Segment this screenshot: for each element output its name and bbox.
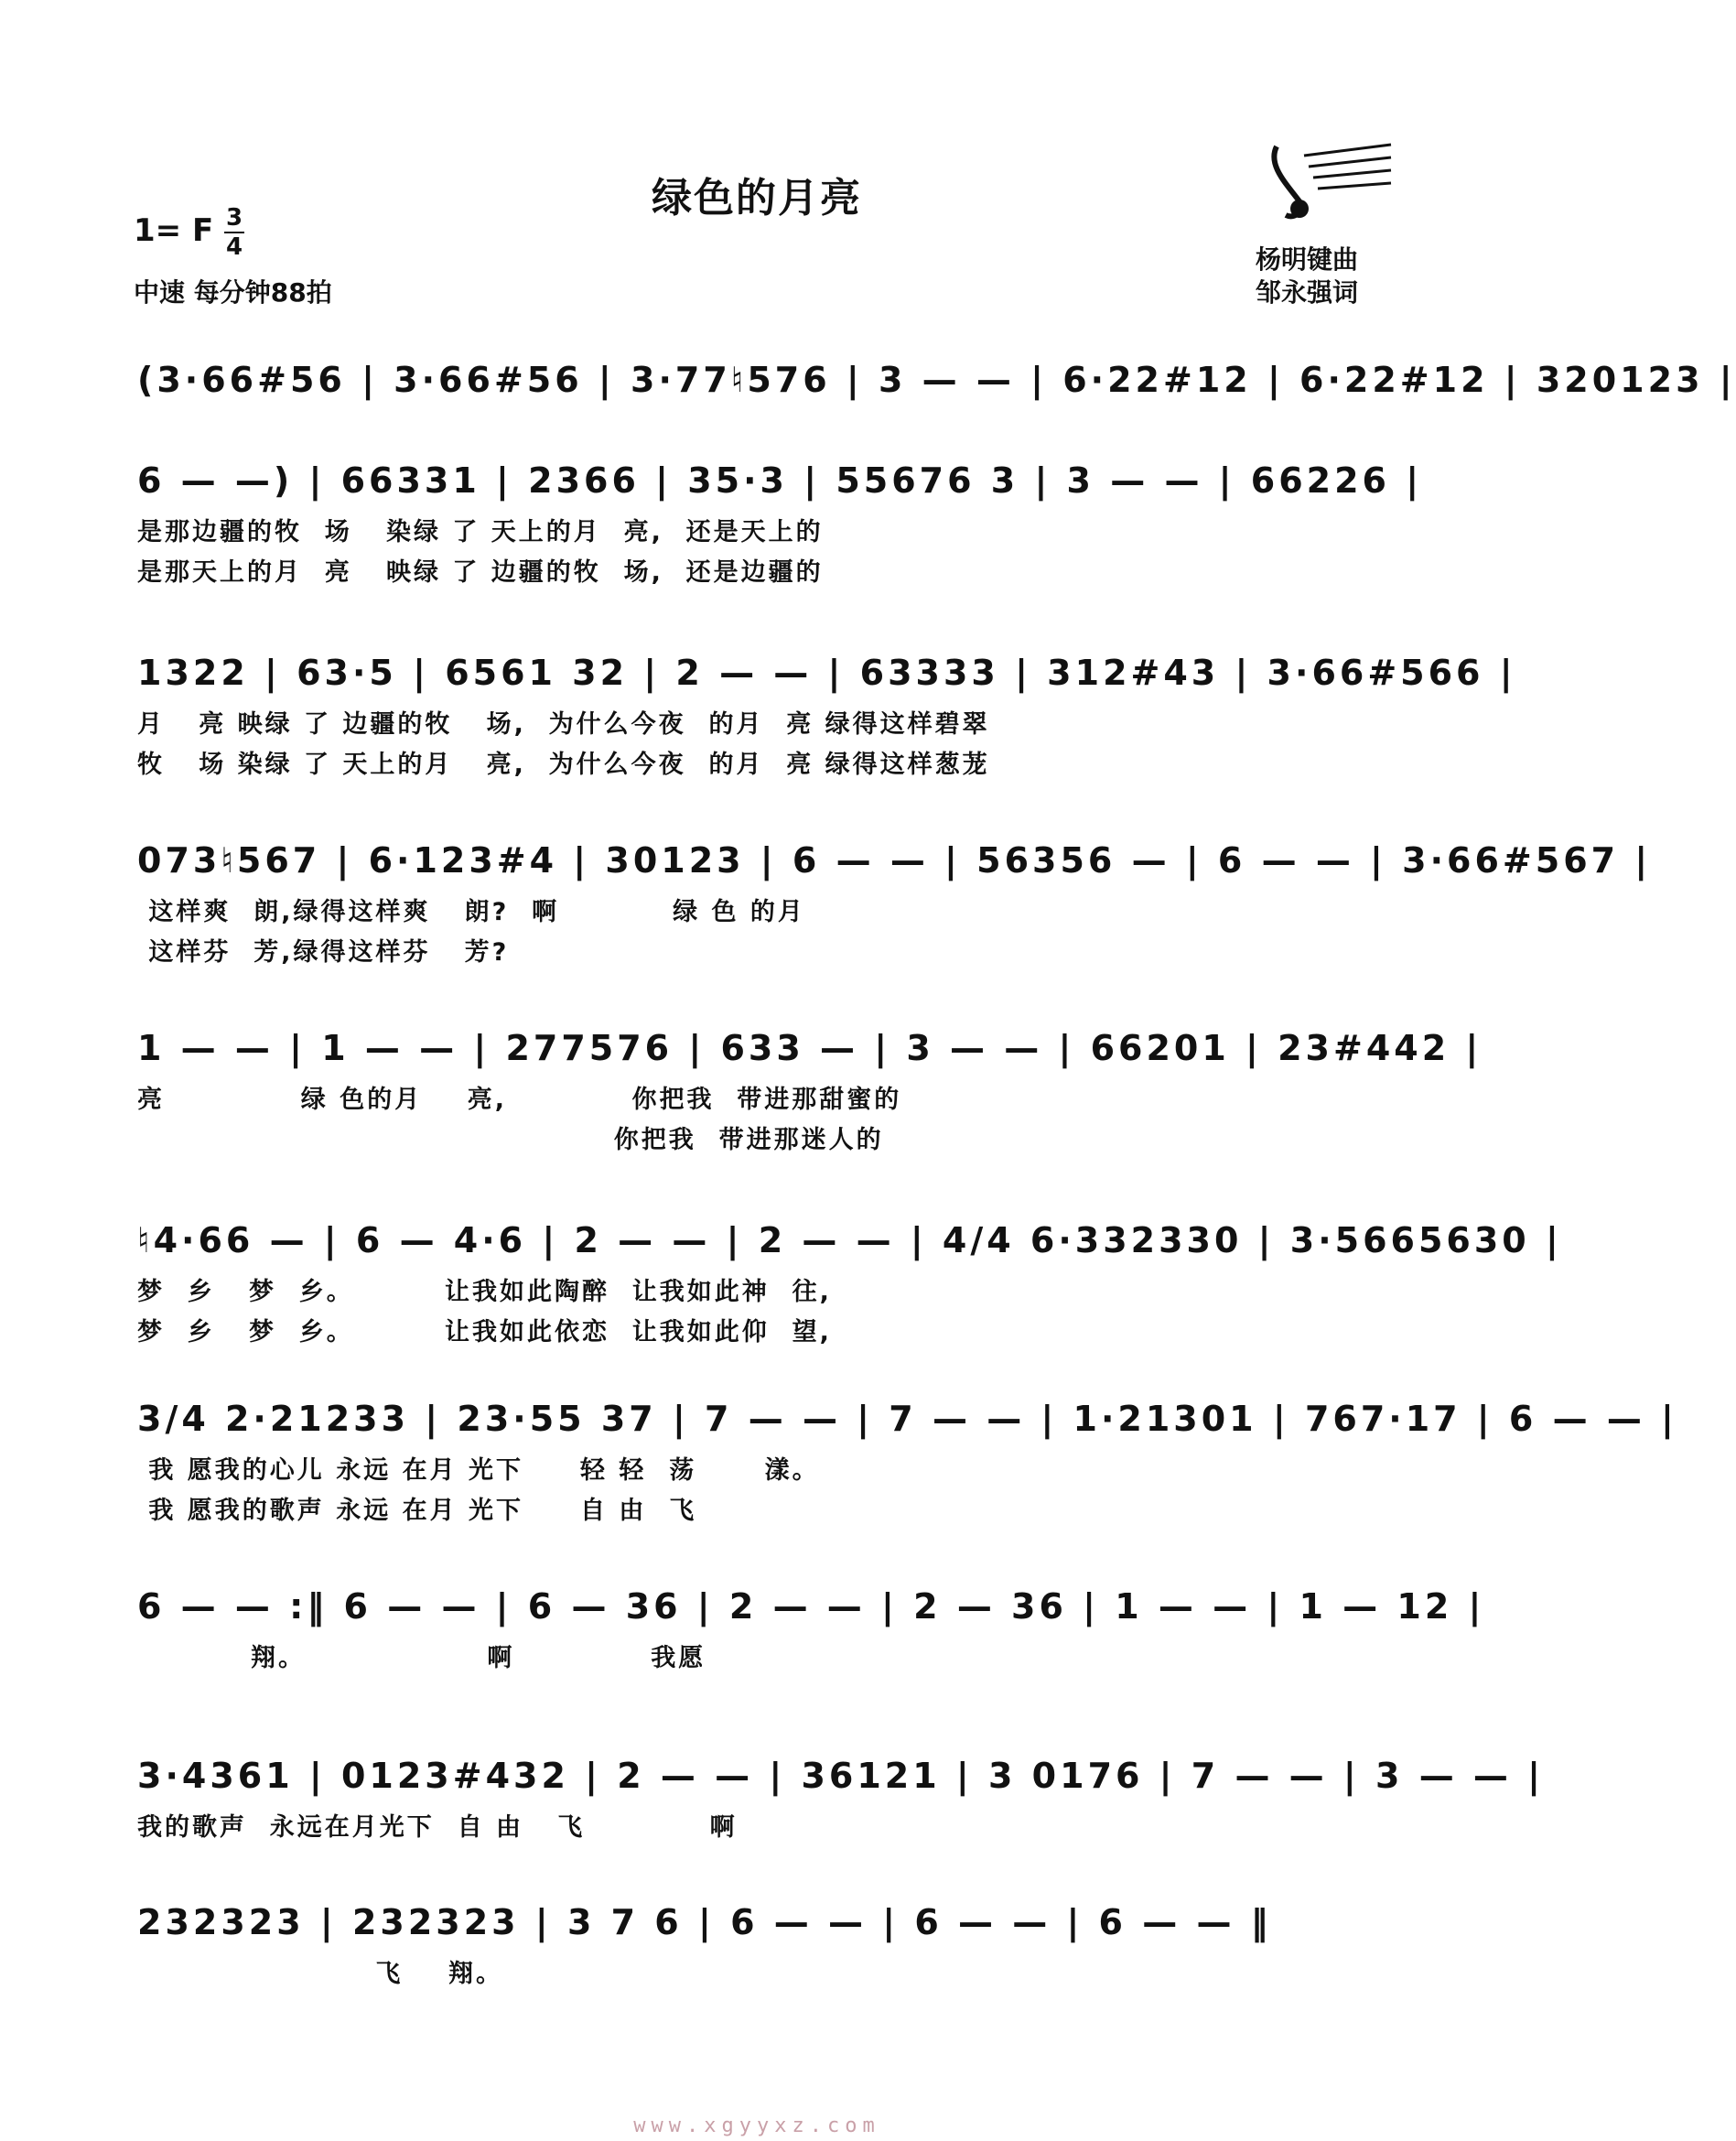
notation-line: 6 — — :‖ 6 — — | 6 — 36 | 2 — — | 2 — 36 | 1 — — | 1 — 12 |: [137, 1586, 1485, 1627]
lyric-verse-1: 这样爽 朗,绿得这样爽 朗? 啊 绿 色 的月: [137, 898, 805, 926]
notation-line: (3·66#56 | 3·66#56 | 3·77♮576 | 3 — — | 6·22#12 | 6·22#12 | 320123 |: [137, 360, 1736, 400]
song-title: 绿色的月亮: [652, 175, 862, 222]
music-system: [137, 1387, 1677, 1531]
time-sig-bottom: 4: [225, 233, 243, 261]
lyric-verse-1: 月 亮 映绿 了 边疆的牧 场, 为什么今夜 的月 亮 绿得这样碧翠: [137, 710, 990, 739]
music-system: [137, 1744, 1545, 1888]
notation-line: ♮4·66 — | 6 — 4·6 | 2 — — | 2 — — | 4/4 6·332330 | 3·5665630 |: [137, 1220, 1562, 1260]
lyric-verse-1: [137, 412, 1360, 452]
lyric-verse-1: 飞 翔。: [137, 1960, 503, 1988]
tempo-marking: 中速 每分钟88拍: [134, 277, 332, 308]
lyric-verse-2: 这样芬 芳,绿得这样芬 芳?: [137, 938, 510, 967]
lyric-verse-2: 梦 乡 梦 乡。 让我如此依恋 让我如此仰 望,: [137, 1318, 832, 1346]
notation-line: 1 — — | 1 — — | 277576 | 633 — | 3 — — | 66201 | 23#442 |: [137, 1028, 1483, 1068]
notation-line: 232323 | 232323 | 3 7 6 | 6 — — | 6 — — | 6 — — ‖: [137, 1902, 1272, 1942]
lyric-verse-2: 是那天上的月 亮 映绿 了 边疆的牧 场, 还是边疆的: [137, 558, 824, 587]
music-system: [137, 1890, 1360, 2035]
notation-line: 3/4 2·21233 | 23·55 37 | 7 — — | 7 — — | 1·21301 | 767·17 | 6 — — |: [137, 1399, 1677, 1439]
lyric-verse-2: [137, 1679, 1360, 1719]
time-signature: [224, 206, 244, 259]
lyric-verse-1: 翔。 啊 我愿: [137, 1644, 706, 1672]
composer-credit: 杨明键曲: [1255, 244, 1358, 275]
treble-clef-logo: [1258, 137, 1396, 229]
music-system: [137, 1208, 1562, 1353]
lyric-verse-2: [137, 1848, 1360, 1888]
notation-line: 073♮567 | 6·123#4 | 30123 | 6 — — | 56356 — | 6 — — | 3·66#567 |: [137, 840, 1652, 881]
watermark: www.xgyyxz.com: [633, 2114, 880, 2137]
notation-line: 3·4361 | 0123#432 | 2 — — | 36121 | 3 0176 | 7 — — | 3 — — |: [137, 1756, 1545, 1796]
lyricist-credit: 邹永强词: [1255, 277, 1358, 308]
notation-line: 6 — —) | 66331 | 2366 | 35·3 | 55676 3 | 3 — — | 66226 |: [137, 460, 1423, 501]
time-sig-top: 3: [225, 204, 243, 232]
lyric-verse-1: 亮 绿 色的月 亮, 你把我 带进那甜蜜的: [137, 1086, 902, 1114]
lyric-verse-2: [137, 1995, 1360, 2035]
lyric-verse-2: 你把我 带进那迷人的: [137, 1126, 884, 1154]
lyric-verse-1: 是那边疆的牧 场 染绿 了 天上的月 亮, 还是天上的: [137, 518, 824, 546]
music-system: [137, 449, 1423, 593]
notation-line: 1322 | 63·5 | 6561 32 | 2 — — | 63333 | 312#43 | 3·66#566 |: [137, 653, 1516, 693]
music-system: [137, 641, 1516, 785]
music-system: [137, 828, 1652, 973]
lyric-verse-2: 牧 场 染绿 了 天上的月 亮, 为什么今夜 的月 亮 绿得这样葱茏: [137, 751, 990, 779]
lyric-verse-2: 我 愿我的歌声 永远 在月 光下 自 由 飞: [137, 1497, 697, 1525]
lyric-verse-1: 梦 乡 梦 乡。 让我如此陶醉 让我如此神 往,: [137, 1278, 832, 1306]
music-system: [137, 1574, 1485, 1719]
key-signature: 1= F: [134, 212, 214, 249]
lyric-verse-1: 我 愿我的心儿 永远 在月 光下 轻 轻 荡 漾。: [137, 1456, 820, 1485]
lyric-verse-1: 我的歌声 永远在月光下 自 由 飞 啊: [137, 1813, 738, 1842]
music-system: [137, 1016, 1483, 1161]
